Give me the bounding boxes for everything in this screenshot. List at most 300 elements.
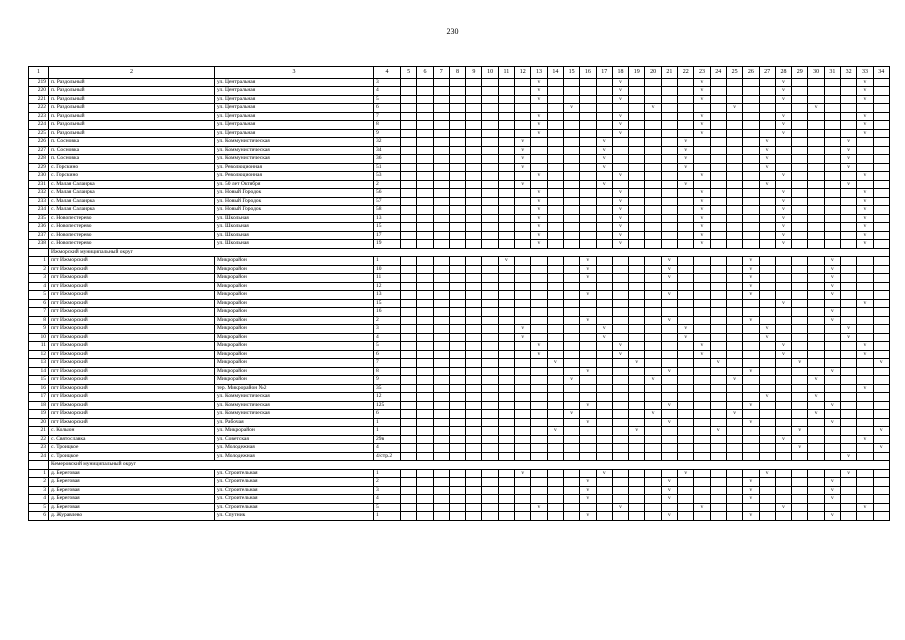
street-cell: ул. Коммунистическая (215, 138, 374, 147)
register-table (28, 66, 890, 521)
empty-cell (841, 401, 857, 410)
empty-cell (792, 478, 808, 487)
check-mark: v (531, 197, 547, 206)
empty-cell (433, 435, 449, 444)
house-cell: 17 (374, 231, 401, 240)
empty-cell (498, 308, 514, 317)
check-mark: v (678, 180, 694, 189)
empty-cell (515, 384, 531, 393)
check-mark: v (678, 469, 694, 478)
empty-cell (629, 478, 645, 487)
check-mark: v (515, 469, 531, 478)
table-row (29, 163, 890, 172)
empty-cell (433, 206, 449, 215)
empty-cell (808, 257, 824, 266)
empty-cell (433, 180, 449, 189)
empty-cell (726, 384, 742, 393)
empty-cell (629, 308, 645, 317)
empty-cell (808, 495, 824, 504)
empty-cell (466, 155, 482, 164)
empty-cell (515, 444, 531, 453)
empty-cell (726, 112, 742, 121)
street-cell: Микрорайон (215, 350, 374, 359)
row-number: 11 (29, 342, 49, 351)
table-row (29, 189, 890, 198)
row-number: 224 (29, 121, 49, 130)
empty-cell (726, 95, 742, 104)
empty-cell (596, 197, 612, 206)
empty-cell (841, 376, 857, 385)
empty-cell (531, 180, 547, 189)
settlement-cell: с. Горскино (49, 172, 215, 181)
empty-cell (433, 291, 449, 300)
empty-cell (873, 486, 889, 495)
check-mark: v (531, 87, 547, 96)
empty-cell (417, 257, 433, 266)
empty-cell (726, 367, 742, 376)
empty-cell (449, 146, 465, 155)
header-cell: 13 (531, 67, 547, 79)
street-cell: ул. Строительная (215, 495, 374, 504)
empty-cell (824, 206, 840, 215)
empty-cell (661, 333, 677, 342)
empty-cell (563, 367, 579, 376)
empty-cell (759, 240, 775, 249)
empty-cell (482, 308, 498, 317)
empty-cell (401, 282, 417, 291)
empty-cell (515, 197, 531, 206)
empty-cell (482, 172, 498, 181)
check-mark: v (775, 112, 791, 121)
empty-cell (531, 316, 547, 325)
table-row (29, 325, 890, 334)
row-number: 1 (29, 257, 49, 266)
empty-cell (857, 257, 873, 266)
empty-cell (417, 444, 433, 453)
empty-cell (678, 265, 694, 274)
empty-cell (873, 180, 889, 189)
empty-cell (710, 376, 726, 385)
header-cell: 6 (417, 67, 433, 79)
empty-cell (466, 367, 482, 376)
house-cell: 3 (374, 486, 401, 495)
empty-cell (531, 512, 547, 521)
empty-cell (466, 87, 482, 96)
empty-cell (857, 376, 873, 385)
empty-cell (563, 291, 579, 300)
empty-cell (808, 197, 824, 206)
empty-cell (678, 214, 694, 223)
check-mark: v (775, 129, 791, 138)
check-mark: v (661, 418, 677, 427)
empty-cell (841, 308, 857, 317)
empty-cell (629, 316, 645, 325)
check-mark: v (726, 104, 742, 113)
empty-cell (563, 350, 579, 359)
row-number: 9 (29, 325, 49, 334)
house-cell: 32 (374, 138, 401, 147)
empty-cell (645, 87, 661, 96)
empty-cell (466, 316, 482, 325)
empty-cell (482, 189, 498, 198)
empty-cell (629, 486, 645, 495)
empty-cell (726, 299, 742, 308)
check-mark: v (612, 172, 628, 181)
empty-cell (645, 129, 661, 138)
empty-cell (596, 410, 612, 419)
empty-cell (498, 240, 514, 249)
empty-cell (873, 282, 889, 291)
check-mark: v (612, 240, 628, 249)
table-row (29, 495, 890, 504)
empty-cell (596, 308, 612, 317)
row-number: 3 (29, 274, 49, 283)
street-cell: ул. Школьная (215, 231, 374, 240)
empty-cell (678, 342, 694, 351)
empty-cell (629, 401, 645, 410)
check-mark: v (580, 418, 596, 427)
row-number: 22 (29, 435, 49, 444)
empty-cell (775, 486, 791, 495)
empty-cell (873, 435, 889, 444)
empty-cell (531, 138, 547, 147)
row-number: 13 (29, 359, 49, 368)
row-number: 7 (29, 308, 49, 317)
empty-cell (629, 350, 645, 359)
empty-cell (401, 376, 417, 385)
empty-cell (824, 163, 840, 172)
settlement-cell: пгт Ижморский (49, 401, 215, 410)
street-cell: Микрорайон (215, 265, 374, 274)
row-number: 219 (29, 78, 49, 87)
empty-cell (824, 376, 840, 385)
empty-cell (629, 342, 645, 351)
check-mark: v (531, 342, 547, 351)
empty-cell (449, 95, 465, 104)
empty-cell (678, 478, 694, 487)
house-cell: 8 (374, 121, 401, 130)
settlement-cell: пгт Ижморский (49, 325, 215, 334)
empty-cell (857, 427, 873, 436)
empty-cell (563, 214, 579, 223)
empty-cell (841, 274, 857, 283)
empty-cell (515, 316, 531, 325)
table-row (29, 291, 890, 300)
empty-cell (775, 291, 791, 300)
empty-cell (645, 316, 661, 325)
check-mark: v (531, 206, 547, 215)
table-row (29, 333, 890, 342)
empty-cell (401, 418, 417, 427)
empty-cell (792, 206, 808, 215)
empty-cell (449, 240, 465, 249)
row-number: 238 (29, 240, 49, 249)
empty-cell (515, 172, 531, 181)
empty-cell (612, 495, 628, 504)
empty-cell (612, 410, 628, 419)
empty-cell (792, 163, 808, 172)
empty-cell (775, 478, 791, 487)
check-mark: v (645, 104, 661, 113)
house-cell: 6 (374, 104, 401, 113)
empty-cell (694, 393, 710, 402)
empty-cell (417, 325, 433, 334)
check-mark: v (580, 291, 596, 300)
check-mark: v (531, 95, 547, 104)
check-mark: v (694, 112, 710, 121)
empty-cell (401, 257, 417, 266)
table-row (29, 350, 890, 359)
empty-cell (661, 189, 677, 198)
empty-cell (759, 206, 775, 215)
empty-cell (563, 393, 579, 402)
empty-cell (417, 274, 433, 283)
header-cell: 8 (449, 67, 465, 79)
house-cell: 19 (374, 240, 401, 249)
check-mark: v (743, 265, 759, 274)
empty-cell (792, 172, 808, 181)
empty-cell (433, 367, 449, 376)
check-mark: v (515, 163, 531, 172)
check-mark: v (694, 223, 710, 232)
empty-cell (792, 231, 808, 240)
empty-cell (531, 376, 547, 385)
street-cell: ул. Советская (215, 435, 374, 444)
check-mark: v (824, 478, 840, 487)
empty-cell (547, 435, 563, 444)
check-mark: v (612, 121, 628, 130)
empty-cell (515, 427, 531, 436)
empty-cell (498, 265, 514, 274)
check-mark: v (824, 367, 840, 376)
empty-cell (726, 478, 742, 487)
empty-cell (808, 282, 824, 291)
empty-cell (433, 112, 449, 121)
empty-cell (873, 325, 889, 334)
empty-cell (661, 172, 677, 181)
empty-cell (449, 469, 465, 478)
empty-cell (417, 206, 433, 215)
empty-cell (726, 452, 742, 461)
check-mark: v (580, 316, 596, 325)
check-mark: v (775, 87, 791, 96)
empty-cell (612, 478, 628, 487)
header-cell: 18 (612, 67, 628, 79)
table-row (29, 359, 890, 368)
empty-cell (417, 503, 433, 512)
settlement-cell: пгт Ижморский (49, 274, 215, 283)
empty-cell (498, 112, 514, 121)
settlement-cell: пгт Ижморский (49, 333, 215, 342)
empty-cell (726, 257, 742, 266)
empty-cell (515, 282, 531, 291)
empty-cell (449, 495, 465, 504)
empty-cell (482, 155, 498, 164)
check-mark: v (515, 325, 531, 334)
empty-cell (726, 291, 742, 300)
empty-cell (580, 435, 596, 444)
empty-cell (743, 376, 759, 385)
empty-cell (401, 138, 417, 147)
check-mark: v (857, 206, 873, 215)
header-cell: 29 (792, 67, 808, 79)
empty-cell (629, 87, 645, 96)
empty-cell (824, 172, 840, 181)
empty-cell (498, 418, 514, 427)
empty-cell (482, 418, 498, 427)
empty-cell (726, 155, 742, 164)
empty-cell (710, 206, 726, 215)
empty-cell (401, 291, 417, 300)
empty-cell (726, 316, 742, 325)
empty-cell (841, 384, 857, 393)
empty-cell (547, 299, 563, 308)
empty-cell (612, 274, 628, 283)
empty-cell (433, 299, 449, 308)
empty-cell (466, 214, 482, 223)
empty-cell (596, 257, 612, 266)
empty-cell (857, 452, 873, 461)
empty-cell (759, 316, 775, 325)
header-cell: 31 (824, 67, 840, 79)
street-cell: ул. Революционная (215, 163, 374, 172)
empty-cell (792, 486, 808, 495)
empty-cell (694, 376, 710, 385)
street-cell: Микрорайон (215, 376, 374, 385)
empty-cell (466, 469, 482, 478)
empty-cell (792, 112, 808, 121)
empty-cell (857, 316, 873, 325)
empty-cell (857, 393, 873, 402)
empty-cell (580, 325, 596, 334)
empty-cell (759, 410, 775, 419)
row-number: 1 (29, 469, 49, 478)
empty-cell (775, 257, 791, 266)
empty-cell (629, 444, 645, 453)
empty-cell (531, 146, 547, 155)
row-number: 233 (29, 197, 49, 206)
settlement-cell: с. Новопестерево (49, 214, 215, 223)
empty-cell (824, 503, 840, 512)
empty-cell (694, 146, 710, 155)
empty-cell (694, 359, 710, 368)
empty-cell (401, 401, 417, 410)
check-mark: v (775, 95, 791, 104)
empty-cell (563, 87, 579, 96)
empty-cell (678, 427, 694, 436)
empty-cell (466, 503, 482, 512)
check-mark: v (857, 384, 873, 393)
empty-cell (401, 503, 417, 512)
header-cell: 1 (29, 67, 49, 79)
street-cell: ул. Новый Городок (215, 197, 374, 206)
street-cell: ул. Центральная (215, 95, 374, 104)
table-row (29, 486, 890, 495)
empty-cell (482, 359, 498, 368)
settlement-cell: с. Малая Салаирка (49, 189, 215, 198)
empty-cell (710, 274, 726, 283)
empty-cell (498, 495, 514, 504)
empty-cell (612, 359, 628, 368)
row-number: 2 (29, 478, 49, 487)
empty-cell (449, 78, 465, 87)
settlement-cell: пгт Ижморский (49, 359, 215, 368)
empty-cell (498, 231, 514, 240)
empty-cell (466, 197, 482, 206)
empty-cell (596, 350, 612, 359)
check-mark: v (580, 257, 596, 266)
empty-cell (449, 376, 465, 385)
table-row (29, 146, 890, 155)
empty-cell (710, 495, 726, 504)
empty-cell (498, 129, 514, 138)
empty-cell (417, 393, 433, 402)
table-row (29, 316, 890, 325)
table-row (29, 444, 890, 453)
empty-cell (743, 138, 759, 147)
empty-cell (466, 393, 482, 402)
empty-cell (726, 240, 742, 249)
street-cell: Микрорайон (215, 257, 374, 266)
empty-cell (596, 376, 612, 385)
empty-cell (743, 206, 759, 215)
check-mark: v (808, 376, 824, 385)
empty-cell (661, 435, 677, 444)
empty-cell (515, 512, 531, 521)
empty-cell (466, 350, 482, 359)
empty-cell (547, 180, 563, 189)
empty-cell (808, 163, 824, 172)
empty-cell (678, 435, 694, 444)
empty-cell (678, 316, 694, 325)
empty-cell (563, 452, 579, 461)
empty-cell (531, 265, 547, 274)
empty-cell (417, 87, 433, 96)
empty-cell (808, 342, 824, 351)
check-mark: v (857, 223, 873, 232)
empty-cell (498, 282, 514, 291)
empty-cell (612, 104, 628, 113)
empty-cell (759, 189, 775, 198)
empty-cell (547, 146, 563, 155)
house-cell: 15 (374, 223, 401, 232)
empty-cell (417, 418, 433, 427)
empty-cell (743, 189, 759, 198)
check-mark: v (580, 495, 596, 504)
check-mark: v (531, 350, 547, 359)
check-mark: v (775, 503, 791, 512)
check-mark: v (841, 452, 857, 461)
empty-cell (759, 274, 775, 283)
empty-cell (645, 512, 661, 521)
house-cell: 13 (374, 214, 401, 223)
empty-cell (678, 257, 694, 266)
empty-cell (580, 452, 596, 461)
row-number: 227 (29, 146, 49, 155)
empty-cell (743, 435, 759, 444)
empty-cell (466, 410, 482, 419)
check-mark: v (596, 469, 612, 478)
empty-cell (596, 478, 612, 487)
empty-cell (612, 469, 628, 478)
row-number: 16 (29, 384, 49, 393)
empty-cell (612, 282, 628, 291)
empty-cell (433, 78, 449, 87)
empty-cell (515, 342, 531, 351)
check-mark: v (759, 469, 775, 478)
empty-cell (873, 240, 889, 249)
empty-cell (743, 78, 759, 87)
